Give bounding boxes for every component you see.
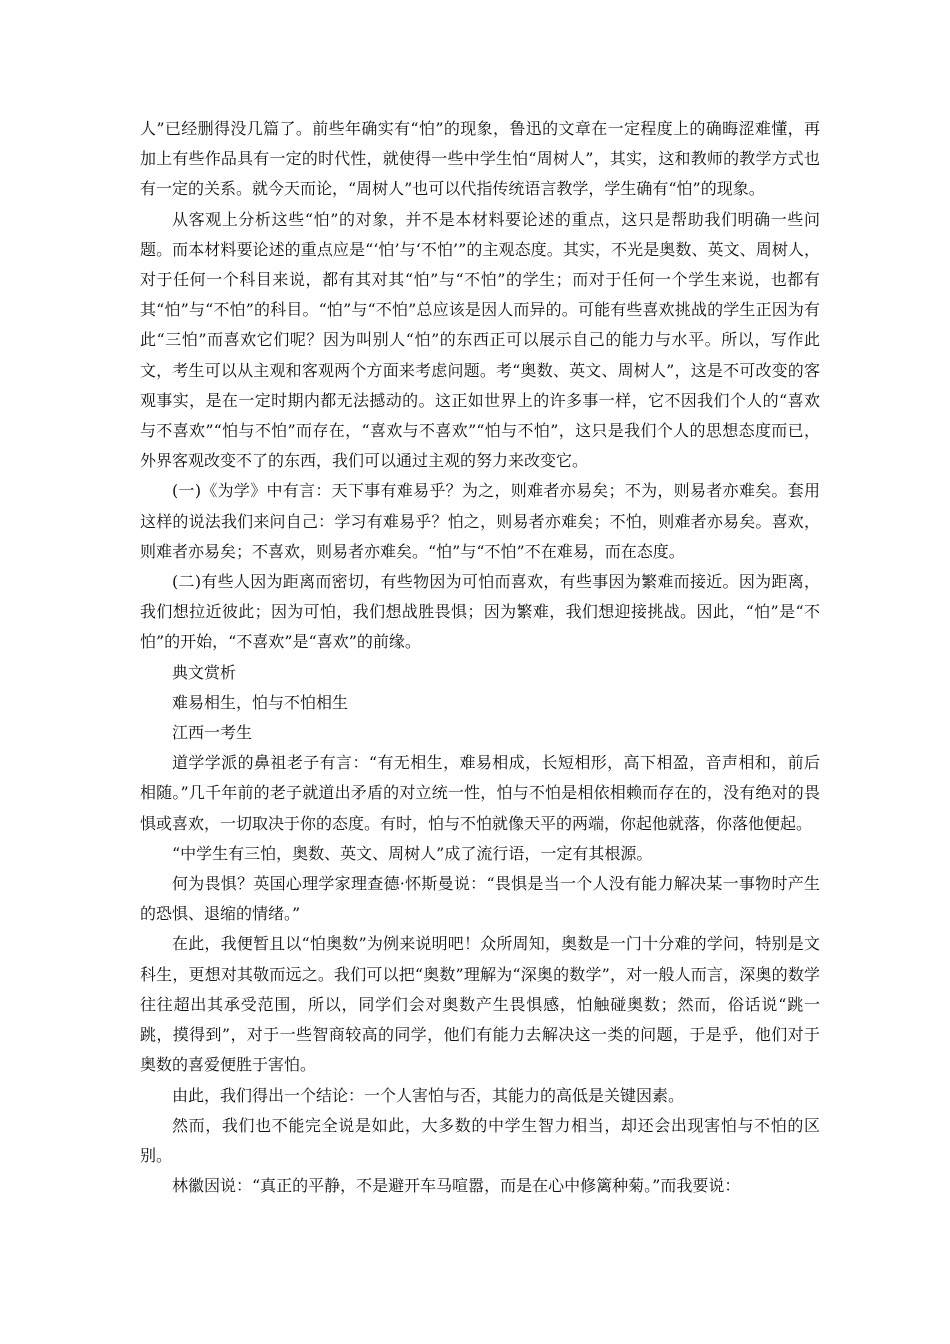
paragraph-point-one: (一)《为学》中有言：天下事有难易乎？为之，则难者亦易矣；不为，则易者亦难矣。套用这样的说法我们来问自己：学习有难易乎？怕之，则易者亦难矣；不怕，则难者亦易矣。喜欢，则难者亦易矣；不喜欢，则易者亦难矣。“怕”与“不怕”不在难易，而在态度。 <box>140 481 820 561</box>
essay-paragraph: 何为畏惧？英国心理学家理查德·怀斯曼说：“畏惧是当一个人没有能力解决某一事物时产生的恐惧、退缩的情绪。” <box>140 874 820 924</box>
section-heading: 典文赏析 <box>172 662 237 682</box>
paragraph-analysis: 从客观上分析这些“怕”的对象，并不是本材料要论述的重点，这只是帮助我们明确一些问题。而本材料要论述的重点应是“‘怕’与‘不怕’”的主观态度。其实，不光是奥数、英文、周树人，对于任何一个科目来说，都有其对其“怕”与“不怕”的学生；而对于任何一个学生来说，也都有其“怕”与“不怕”的科目。“怕”与“不怕”总应该是因人而异的。可能有些喜欢挑战的学生正因为有此“三怕”而喜欢它们呢？因为叫别人“怕”的东西正可以展示自己的能力与水平。所以，写作此文，考生可以从主观和客观两个方面来考虑问题。考“奥数、英文、周树人”，这是不可改变的客观事实，是在一定时期内都无法撼动的。这正如世界上的许多事一样，它不因我们个人的“喜欢与不喜欢”“怕与不怕”而存在，“喜欢与不喜欢”“怕与不怕”，这只是我们个人的思想态度而已，外界客观改变不了的东西，我们可以通过主观的努力来改变它。 <box>140 209 820 471</box>
document-page <box>140 114 820 1201</box>
essay-paragraph: 由此，我们得出一个结论：一个人害怕与否，其能力的高低是关键因素。 <box>172 1085 685 1105</box>
essay-paragraph: 林徽因说：“真正的平静，不是避开车马喧嚣，而是在心中修篱种菊。”而我要说： <box>172 1176 741 1196</box>
paragraph-continuation: 人”已经删得没几篇了。前些年确实有“怕”的现象，鲁迅的文章在一定程度上的确晦涩难懂，再加上有些作品具有一定的时代性，就使得一些中学生怕“周树人”，其实，这和教师的教学方式也有一定的关系。就今天而论，“周树人”也可以代指传统语言教学，学生确有“怕”的现象。 <box>140 119 820 199</box>
essay-paragraph: “中学生有三怕，奥数、英文、周树人”成了流行语，一定有其根源。 <box>172 843 653 863</box>
essay-paragraph: 然而，我们也不能完全说是如此，大多数的中学生智力相当，却还会出现害怕与不怕的区别。 <box>140 1115 820 1165</box>
essay-paragraph: 在此，我便暂且以“怕奥数”为例来说明吧！众所周知，奥数是一门十分难的学问，特别是文科生，更想对其敬而远之。我们可以把“奥数”理解为“深奥的数学”，对一般人而言，深奥的数学往往超出其承受范围，所以，同学们会对奥数产生畏惧感，怕触碰奥数；然而，俗话说“跳一跳，摸得到”，对于一些智商较高的同学，他们有能力去解决这一类的问题，于是乎，他们对于奥数的喜爱便胜于害怕。 <box>140 934 820 1075</box>
paragraph-point-two: (二)有些人因为距离而密切，有些物因为可怕而喜欢，有些事因为繁难而接近。因为距离，我们想拉近彼此；因为可怕，我们想战胜畏惧；因为繁难，我们想迎接挑战。因此，“怕”是“不怕”的开始，“不喜欢”是“喜欢”的前缘。 <box>140 572 820 652</box>
essay-paragraph: 道学学派的鼻祖老子有言：“有无相生，难易相成，长短相形，高下相盈，音声相和，前后相随。”几千年前的老子就道出矛盾的对立统一性，怕与不怕是相依相赖而存在的，没有绝对的畏惧或喜欢，一切取决于你的态度。有时，怕与不怕就像天平的两端，你起他就落，你落他便起。 <box>140 753 820 833</box>
essay-author: 江西一考生 <box>172 723 253 743</box>
essay-title: 难易相生，怕与不怕相生 <box>172 692 349 712</box>
